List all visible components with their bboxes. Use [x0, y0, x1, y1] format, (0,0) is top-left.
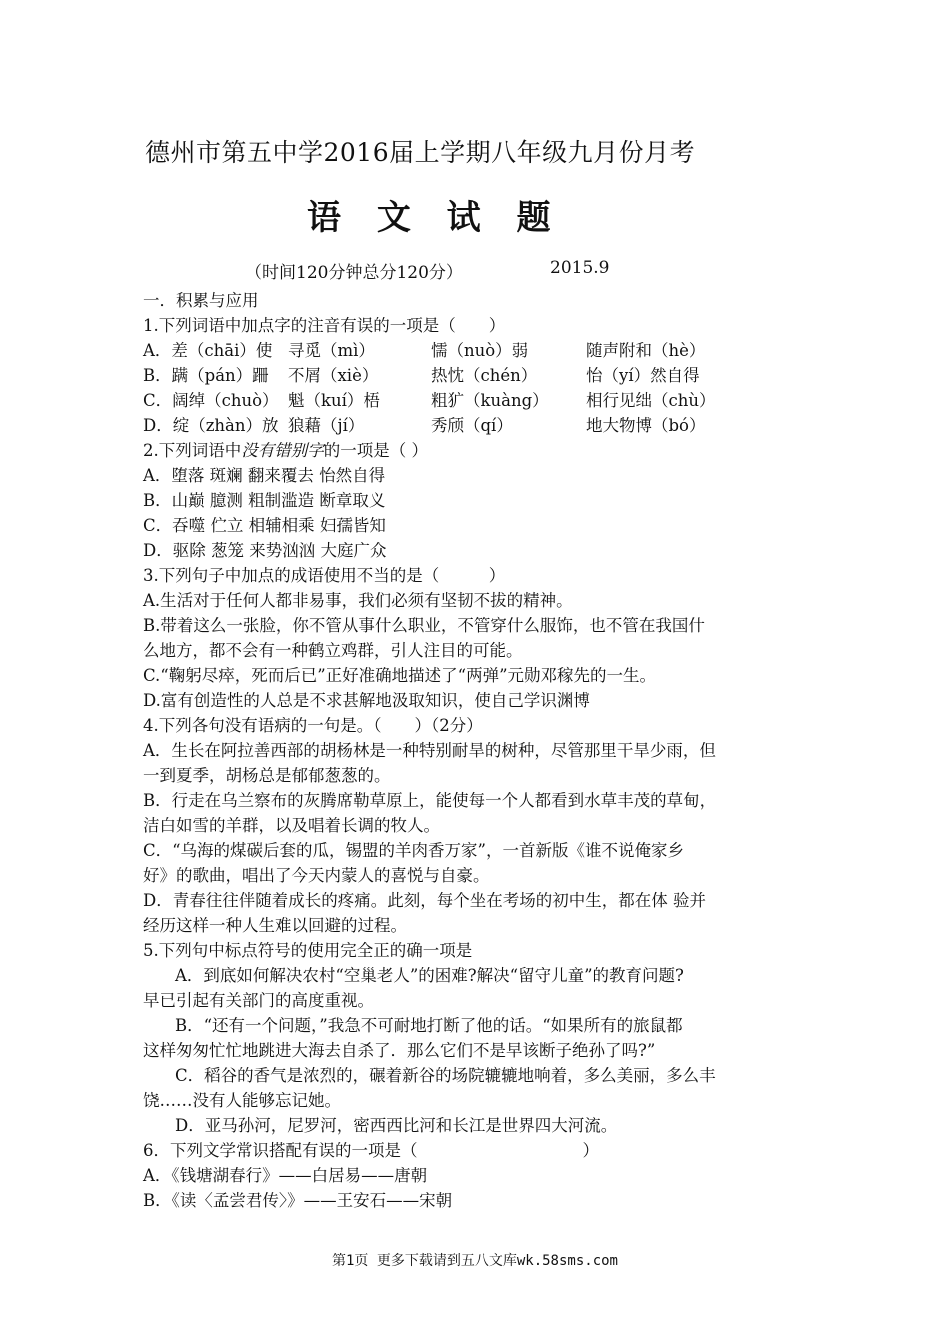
question-4-option-c-cont: 好》的歌曲，唱出了今天内蒙人的喜悦与自豪。 — [143, 866, 490, 885]
option-cell: 随声附和（hè） — [586, 341, 706, 360]
question-5-option-d: D．亚马孙河，尼罗河，密西西比河和长江是世界四大河流。 — [175, 1116, 618, 1135]
exam-date: 2015.9 — [550, 258, 610, 278]
page-title: 语 文 试 题 — [307, 198, 563, 238]
school-title: 德州市第五中学2016届上学期八年级九月份月考 — [145, 138, 696, 167]
question-1-option-b — [143, 363, 813, 388]
question-4-option-d-cont: 经历这样一种人生难以回避的过程。 — [143, 916, 407, 935]
question-3-option-a: A.生活对于任何人都非易事，我们必须有坚韧不拔的精神。 — [143, 591, 573, 610]
question-1-option-c — [143, 388, 813, 413]
question-2-option-a: A．堕落 斑斓 翻来覆去 怡然自得 — [143, 466, 386, 485]
question-6-option-b: B．《读〈孟尝君传〉》——王安石——宋朝 — [143, 1191, 453, 1210]
question-5-stem: 5.下列句中标点符号的使用完全正的确一项是 — [143, 941, 473, 960]
question-4-option-b: B．行走在乌兰察布的灰腾席勒草原上，能使每一个人都看到水草丰茂的草甸， — [143, 791, 717, 810]
question-5-option-c-cont: 饶……没有人能够忘记她。 — [143, 1091, 341, 1110]
stem-text: 2.下列词语中 — [143, 441, 242, 460]
question-3-option-b: B.带着这么一张脸，你不管从事什么职业，不管穿什么服饰，也不管在我国什 — [143, 616, 705, 635]
option-cell: 寻觅（mì） — [288, 341, 375, 360]
question-3-option-d: D.富有创造性的人总是不求甚解地汲取知识，使自己学识渊博 — [143, 691, 590, 710]
question-4-option-a: A．生长在阿拉善西部的胡杨林是一种特别耐旱的树种，尽管那里干旱少雨，但 — [143, 741, 716, 760]
option-cell: 地大物博（bó） — [586, 416, 706, 435]
question-5-option-b: B．“还有一个问题，”我急不可耐地打断了他的话。“如果所有的旅鼠都 — [175, 1016, 683, 1035]
question-3-option-c: C.“鞠躬尽瘁，死而后已”正好准确地描述了“两弹”元勋邓稼先的一生。 — [143, 666, 657, 685]
question-4-option-a-cont: 一到夏季，胡杨总是郁郁葱葱的。 — [143, 766, 391, 785]
question-6-option-a: A．《钱塘湖春行》——白居易——唐朝 — [143, 1166, 428, 1185]
question-2-option-c: C．吞噬 伫立 相辅相乘 妇孺皆知 — [143, 516, 386, 535]
option-cell: 魁（kuí）梧 — [288, 391, 380, 410]
question-5-option-a: A．到底如何解决农村“空巢老人”的困难?解决“留守儿童”的教育问题? — [175, 966, 684, 985]
question-4-option-b-cont: 洁白如雪的羊群，以及唱着长调的牧人。 — [143, 816, 440, 835]
exam-info — [245, 258, 610, 283]
question-3-stem: 3.下列句子中加点的成语使用不当的是（ ） — [143, 566, 506, 585]
stem-text: 的一项是（ ） — [323, 441, 428, 460]
section-title: 一．积累与应用 — [143, 291, 259, 310]
option-cell: 热忱（chén） — [431, 366, 538, 385]
option-cell: A．差（chāi）使 — [143, 341, 273, 360]
question-4-option-d: D．青春往往伴随着成长的疼痛。此刻，每个坐在考场的初中生，都在体 验并 — [143, 891, 706, 910]
question-5-option-c: C．稻谷的香气是浓烈的，碾着新谷的场院辘辘地响着，多么美丽，多么丰 — [175, 1066, 716, 1085]
question-1-option-a — [143, 338, 813, 363]
stem-emphasis: 没有错别字 — [241, 441, 324, 460]
question-2-option-d: D．驱除 葱笼 来势汹汹 大庭广众 — [143, 541, 387, 560]
time-info: （时间120分钟总分120分） — [245, 263, 463, 283]
question-1-stem: 1.下列词语中加点字的注音有误的一项是（ ） — [143, 316, 506, 335]
question-3-option-b-cont: 么地方，都不会有一种鹤立鸡群，引人注目的可能。 — [143, 641, 523, 660]
option-cell: 相行见绌（chù） — [586, 391, 716, 410]
option-cell: B．蹒（pán）跚 — [143, 366, 269, 385]
question-4-option-c: C．“乌海的煤碳后套的瓜，锡盟的羊肉香万家”，一首新版《谁不说俺家乡 — [143, 841, 684, 860]
option-cell: D．绽（zhàn）放 — [143, 416, 279, 435]
option-cell: 懦（nuò）弱 — [431, 341, 529, 360]
question-2-stem — [143, 438, 813, 463]
question-1-option-d — [143, 413, 813, 438]
exam-content — [143, 288, 813, 1213]
option-cell: 怡（yí）然自得 — [586, 366, 700, 385]
question-6-stem: 6．下列文学常识搭配有误的一项是（ ） — [143, 1141, 599, 1160]
question-5-option-b-cont: 这样匆匆忙忙地跳进大海去自杀了．那么它们不是早该断子绝孙了吗?” — [143, 1041, 656, 1060]
option-cell: 狼藉（jí） — [288, 416, 365, 435]
option-cell: 不屑（xiè） — [288, 366, 379, 385]
option-cell: C．阔绰（chuò） — [143, 391, 279, 410]
question-2-option-b: B．山巅 臆测 粗制滥造 断章取义 — [143, 491, 386, 510]
page-footer: 第1页 更多下载请到五八文库wk.58sms.com — [331, 1253, 618, 1269]
question-4-stem: 4.下列各句没有语病的一句是。（ ）（2分） — [143, 716, 483, 735]
question-5-option-a-cont: 早已引起有关部门的高度重视。 — [143, 991, 374, 1010]
option-cell: 秀颀（qí） — [431, 416, 513, 435]
option-cell: 粗犷（kuàng） — [431, 391, 549, 410]
